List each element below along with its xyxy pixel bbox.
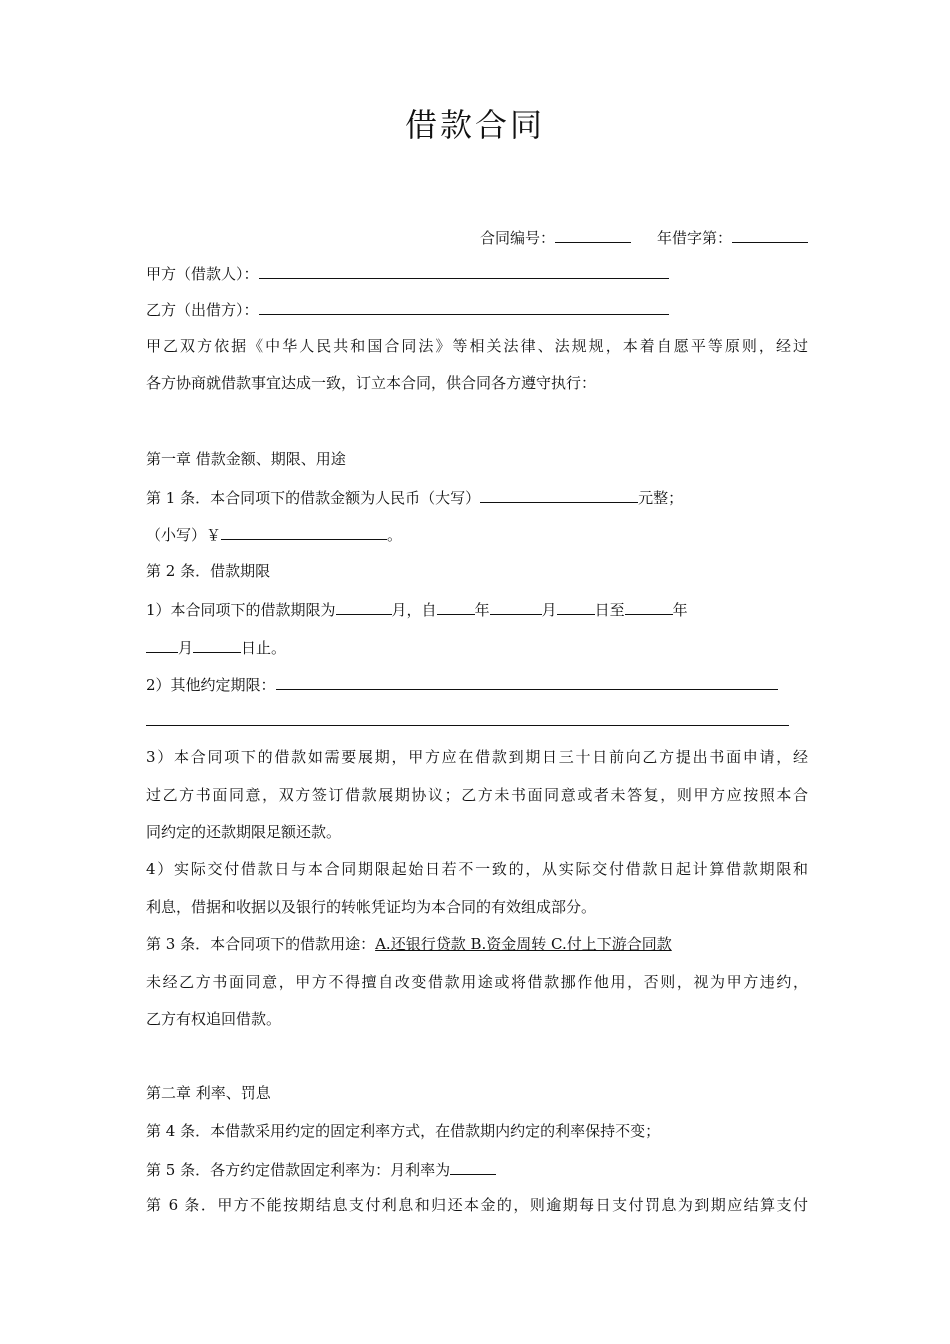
end-day-blank[interactable] xyxy=(193,636,241,653)
article-5-line xyxy=(146,1158,808,1180)
term-text-d: 月 xyxy=(541,601,557,619)
party-a-label: 甲方（借款人）： xyxy=(146,265,259,283)
article-1-prefix: 第 1 条．本合同项下的借款金额为人民币（大写） xyxy=(146,489,481,507)
other-term-blank-2[interactable] xyxy=(146,725,789,726)
article-2-p4-line-1: 4）实际交付借款日与本合同期限起始日若不一致的，从实际交付借款日起计算借款期限和 xyxy=(146,860,808,878)
document-title: 借款合同 xyxy=(404,106,545,144)
article-2-term-line-2 xyxy=(146,636,808,658)
end-month-blank[interactable] xyxy=(146,636,178,653)
start-month-blank[interactable] xyxy=(490,598,542,615)
term-text-a: 1）本合同项下的借款期限为 xyxy=(146,601,336,619)
article-1-small-prefix: （小写）￥ xyxy=(146,526,222,544)
party-a-line xyxy=(146,262,808,284)
other-term-blank[interactable] xyxy=(276,673,778,690)
chapter-2-heading: 第二章 利率、罚息 xyxy=(146,1084,271,1102)
intro-line-2: 各方协商就借款事宜达成一致，订立本合同，供合同各方遵守执行： xyxy=(146,374,597,392)
article-2-p3-line-1: 3）本合同项下的借款如需要展期，甲方应在借款到期日三十日前向乙方提出书面申请，经 xyxy=(146,748,808,766)
article-3-prefix: 第 3 条．本合同项下的借款用途： xyxy=(146,935,376,953)
term-text-f: 年 xyxy=(672,601,688,619)
monthly-rate-blank[interactable] xyxy=(450,1158,496,1175)
term-text-c: 年 xyxy=(474,601,490,619)
chapter-1-heading: 第一章 借款金额、期限、用途 xyxy=(146,450,346,468)
article-2-p3-line-2: 过乙方书面同意，双方签订借款展期协议；乙方未书面同意或者未答复，则甲方应按照本合 xyxy=(146,786,808,804)
amount-lowercase-blank[interactable] xyxy=(221,523,387,540)
term-text-e: 日至 xyxy=(594,601,625,619)
article-2-p4-line-2: 利息，借据和收据以及银行的转帐凭证均为本合同的有效组成部分。 xyxy=(146,898,597,916)
article-1-suffix: 元整； xyxy=(638,489,684,507)
party-a-blank[interactable] xyxy=(259,262,669,279)
article-2-heading: 第 2 条．借款期限 xyxy=(146,562,271,580)
article-2-p3-line-3: 同约定的还款期限足额还款。 xyxy=(146,823,342,841)
party-b-line xyxy=(146,298,808,320)
article-1-line xyxy=(146,486,808,508)
year-no-blank[interactable] xyxy=(732,226,808,243)
article-6-line-1: 第 6 条．甲方不能按期结息支付利息和归还本金的，则逾期每日支付罚息为到期应结算支付 xyxy=(146,1196,808,1214)
contract-no-label: 合同编号： xyxy=(479,229,555,247)
article-5-prefix: 第 5 条．各方约定借款固定利率为：月利率为 xyxy=(146,1161,451,1179)
start-year-blank[interactable] xyxy=(437,598,475,615)
loan-purpose-options[interactable]: A.还银行贷款 B.资金周转 C.付上下游合同款 xyxy=(375,935,672,953)
amount-uppercase-blank[interactable] xyxy=(480,486,638,503)
contract-number-line xyxy=(146,226,808,248)
other-term-label: 2）其他约定期限： xyxy=(146,676,276,694)
article-1-small-line xyxy=(146,523,808,545)
article-2-other-line xyxy=(146,673,808,695)
term-text-b: 月，自 xyxy=(391,601,437,619)
article-2-term-line xyxy=(146,598,808,620)
start-day-blank[interactable] xyxy=(557,598,595,615)
intro-line-1: 甲乙双方依据《中华人民共和国合同法》等相关法律、法规规，本着自愿平等原则，经过 xyxy=(146,337,808,355)
term-text-g: 月 xyxy=(178,639,194,657)
term-text-h: 日止。 xyxy=(241,639,287,657)
article-3-line xyxy=(146,934,808,954)
contract-no-blank[interactable] xyxy=(555,226,631,243)
year-label: 年借字第： xyxy=(656,229,732,247)
article-4-line: 第 4 条．本借款采用约定的固定利率方式，在借款期内约定的利率保持不变； xyxy=(146,1122,661,1140)
article-1-small-suffix: 。 xyxy=(387,526,403,544)
party-b-label: 乙方（出借方）： xyxy=(146,301,259,319)
article-3-line-3: 乙方有权追回借款。 xyxy=(146,1010,282,1028)
party-b-blank[interactable] xyxy=(259,298,669,315)
end-year-blank[interactable] xyxy=(625,598,673,615)
term-months-blank[interactable] xyxy=(336,598,392,615)
article-3-line-2: 未经乙方书面同意，甲方不得擅自改变借款用途或将借款挪作他用，否则，视为甲方违约， xyxy=(146,973,808,991)
